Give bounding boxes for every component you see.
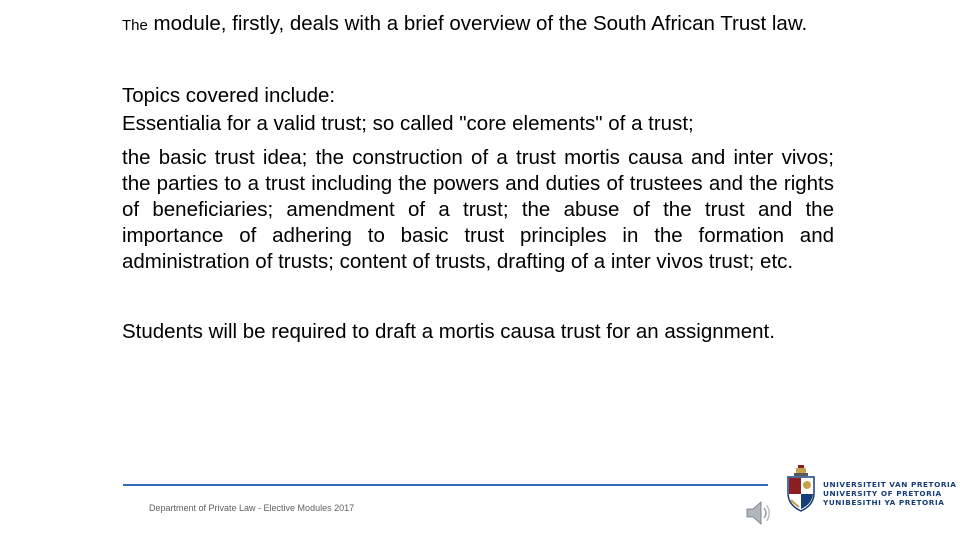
university-names xyxy=(823,480,956,507)
footer-divider xyxy=(123,484,768,486)
university-crest-icon xyxy=(784,463,818,513)
university-logo xyxy=(784,463,957,513)
university-name-english: UNIVERSITY OF PRETORIA xyxy=(823,489,942,498)
university-name-sepedi: YUNIBESITHI YA PRETORIA xyxy=(823,498,945,507)
university-name-afrikaans: UNIVERSITEIT VAN PRETORIA xyxy=(823,480,957,489)
footer-text: Department of Private Law - Elective Modules 2017 xyxy=(149,503,355,513)
intro-text: module, firstly, deals with a brief overview of the South African Trust law. xyxy=(147,12,808,35)
essentialia-line: Essentialia for a valid trust; so called "core elements" of a trust; xyxy=(122,112,694,135)
assignment-paragraph: Students will be required to draft a mortis causa trust for an assignment. xyxy=(122,320,775,343)
topics-heading: Topics covered include: xyxy=(122,84,336,107)
topics-detail-paragraph: the basic trust idea; the construction of a trust mortis causa and inter vivos; the parties to a trust including the powers and duties of trustees and the rights of beneficiaries; amendment of a trust; the abuse of the trust and the importance of adhering to basic trust principles in the formation and administration of trusts; content of trusts, drafting of a inter vivos trust; etc. xyxy=(122,146,834,273)
intro-paragraph xyxy=(122,11,834,39)
intro-first-word: The xyxy=(122,17,148,34)
slide-content xyxy=(122,11,834,345)
speaker-icon[interactable] xyxy=(744,498,774,528)
